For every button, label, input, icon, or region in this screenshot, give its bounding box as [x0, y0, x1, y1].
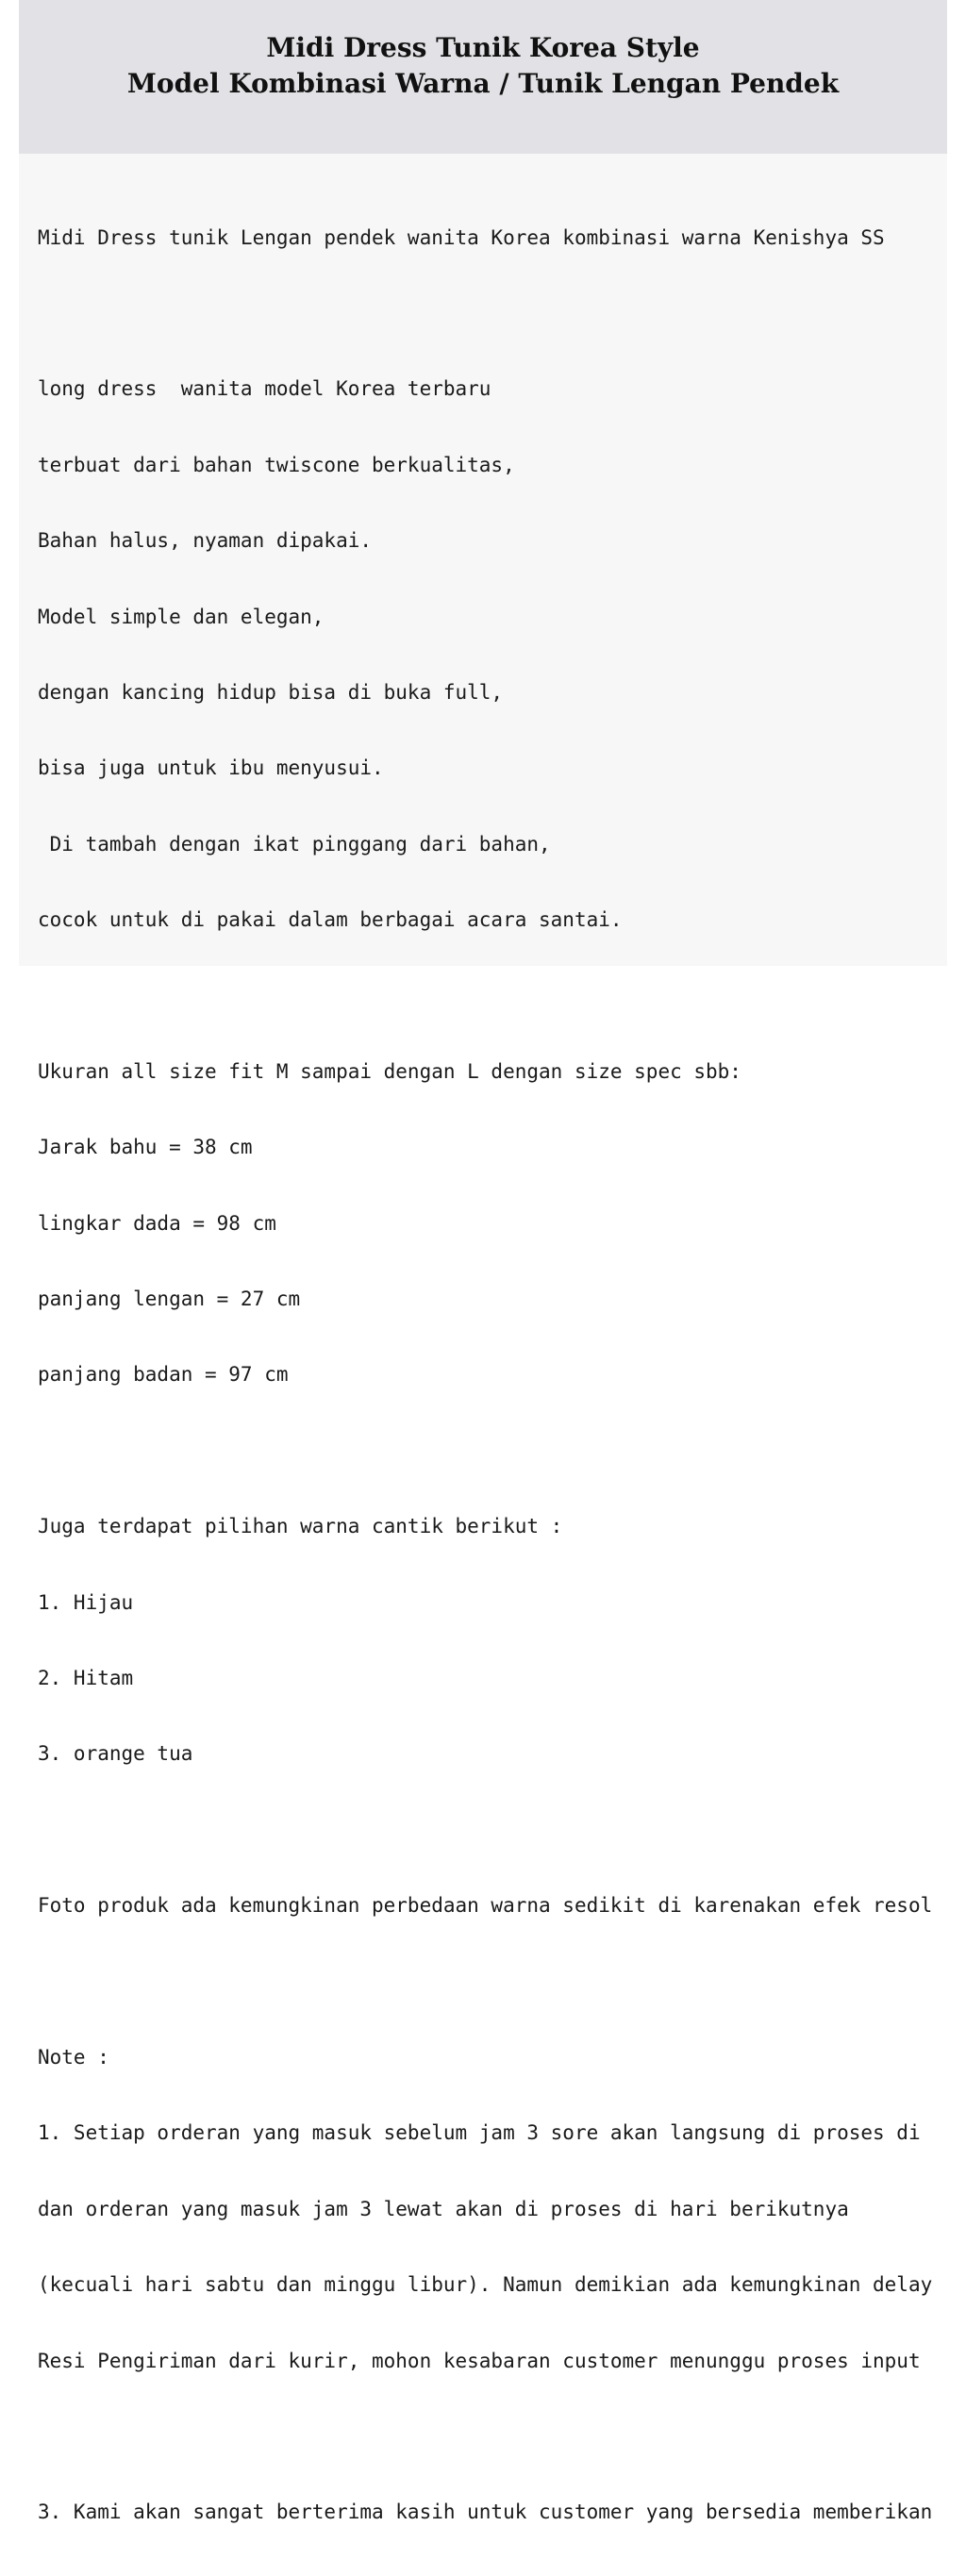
feature-line: cocok untuk di pakai dalam berbagai acara santai. [38, 908, 623, 932]
size-line: lingkar dada = 98 cm [38, 1211, 276, 1235]
title-line-1: Midi Dress Tunik Korea Style [266, 32, 700, 63]
size-heading: Ukuran all size fit M sampai dengan L dengan size spec sbb: [38, 1059, 741, 1083]
note-line: dan orderan yang masuk jam 3 lewat akan di proses di hari berikutnya [38, 2197, 849, 2220]
feature-line: long dress wanita model Korea terbaru [38, 377, 491, 401]
color-option: 1. Hijau [38, 1590, 134, 1614]
size-line: panjang lengan = 27 cm [38, 1288, 301, 1311]
note-line-3: 3. Kami akan sangat berterima kasih untuk customer yang bersedia memberikan [38, 2501, 933, 2524]
size-line: Jarak bahu = 38 cm [38, 1136, 253, 1159]
color-option: 3. orange tua [38, 1742, 193, 1766]
feature-line: bisa juga untuk ibu menyusui. [38, 756, 384, 780]
intro-line: Midi Dress tunik Lengan pendek wanita Korea kombinasi warna Kenishya SS [38, 225, 885, 249]
description-panel [19, 154, 947, 2524]
feature-line: Bahan halus, nyaman dipakai. [38, 529, 373, 553]
description-text [38, 175, 947, 2576]
feature-line: Di tambah dengan ikat pinggang dari bahan, [38, 832, 551, 856]
size-line: panjang badan = 97 cm [38, 1363, 289, 1387]
photo-note: Foto produk ada kemungkinan perbedaan warna sedikit di karenakan efek resol [38, 1894, 933, 1918]
feature-line: terbuat dari bahan twiscone berkualitas, [38, 453, 515, 476]
note-heading: Note : [38, 2045, 109, 2069]
feature-line: dengan kancing hidup bisa di buka full, [38, 680, 504, 704]
note-line: (kecuali hari sabtu dan minggu libur). Namun demikian ada kemungkinan delay [38, 2273, 933, 2297]
title-line-2: Model Kombinasi Warna / Tunik Lengan Pendek [126, 68, 840, 99]
note-line: Resi Pengiriman dari kurir, mohon kesabaran customer menunggu proses input [38, 2349, 921, 2372]
note-line: 1. Setiap orderan yang masuk sebelum jam 3 sore akan langsung di proses di [38, 2121, 921, 2145]
feature-line: Model simple dan elegan, [38, 605, 325, 628]
color-option: 2. Hitam [38, 1667, 134, 1690]
title-banner [19, 0, 947, 154]
color-heading: Juga terdapat pilihan warna cantik berikut : [38, 1515, 563, 1538]
